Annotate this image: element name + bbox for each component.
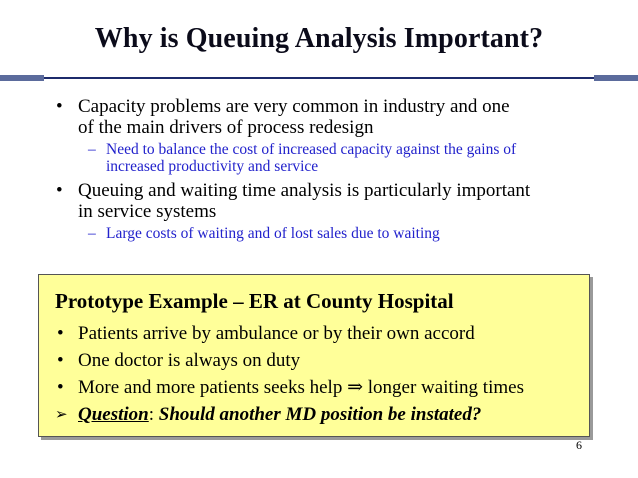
title-divider	[0, 75, 638, 81]
bullet-item	[52, 180, 592, 222]
example-list-item	[55, 320, 585, 347]
divider-left-block	[0, 75, 44, 81]
arrow-bullet-icon: ➢	[55, 405, 68, 423]
sub-bullet-text-line: Need to balance the cost of increased capacity against the gains of	[106, 141, 517, 158]
example-list-item	[55, 374, 585, 401]
implies-arrow-icon: ⇒	[347, 377, 364, 398]
bullet-icon: •	[57, 323, 64, 344]
bullet-text-line: in service systems	[78, 201, 217, 222]
page-number: 6	[576, 438, 582, 452]
question-colon: :	[148, 404, 155, 425]
dash-icon: –	[88, 141, 96, 158]
example-box	[38, 274, 590, 437]
question-text: Should another MD position be instated?	[158, 404, 482, 425]
divider-right-block	[594, 75, 638, 81]
sub-bullet-item	[52, 141, 592, 175]
bullet-icon: •	[56, 96, 63, 117]
bullet-text-line: of the main drivers of process redesign	[78, 117, 374, 138]
bullet-icon: •	[56, 180, 63, 201]
question-label: Question	[78, 404, 149, 425]
example-item-text: longer waiting times	[367, 377, 524, 398]
bullet-text-line: Queuing and waiting time analysis is particularly important	[78, 180, 531, 201]
bullet-icon: •	[57, 377, 64, 398]
example-item-text: One doctor is always on duty	[78, 350, 301, 371]
dash-icon: –	[88, 225, 96, 242]
sub-bullet-text-line: Large costs of waiting and of lost sales due to waiting	[106, 225, 440, 242]
bullet-icon: •	[57, 350, 64, 371]
slide-title: Why is Queuing Analysis Important?	[94, 23, 544, 54]
example-box-list	[55, 320, 585, 428]
divider-line	[44, 77, 594, 79]
example-item-text: Patients arrive by ambulance or by their own accord	[78, 323, 475, 344]
example-item-text: More and more patients seeks help	[78, 377, 343, 398]
sub-bullet-item	[52, 225, 592, 242]
example-list-item	[55, 347, 585, 374]
bullet-list	[52, 96, 592, 242]
question-item	[55, 401, 585, 428]
sub-bullet-text-line: increased productivity and service	[106, 158, 319, 175]
example-box-title: Prototype Example – ER at County Hospital	[55, 289, 454, 313]
bullet-item	[52, 96, 592, 138]
bullet-text-line: Capacity problems are very common in industry and one	[78, 96, 510, 117]
